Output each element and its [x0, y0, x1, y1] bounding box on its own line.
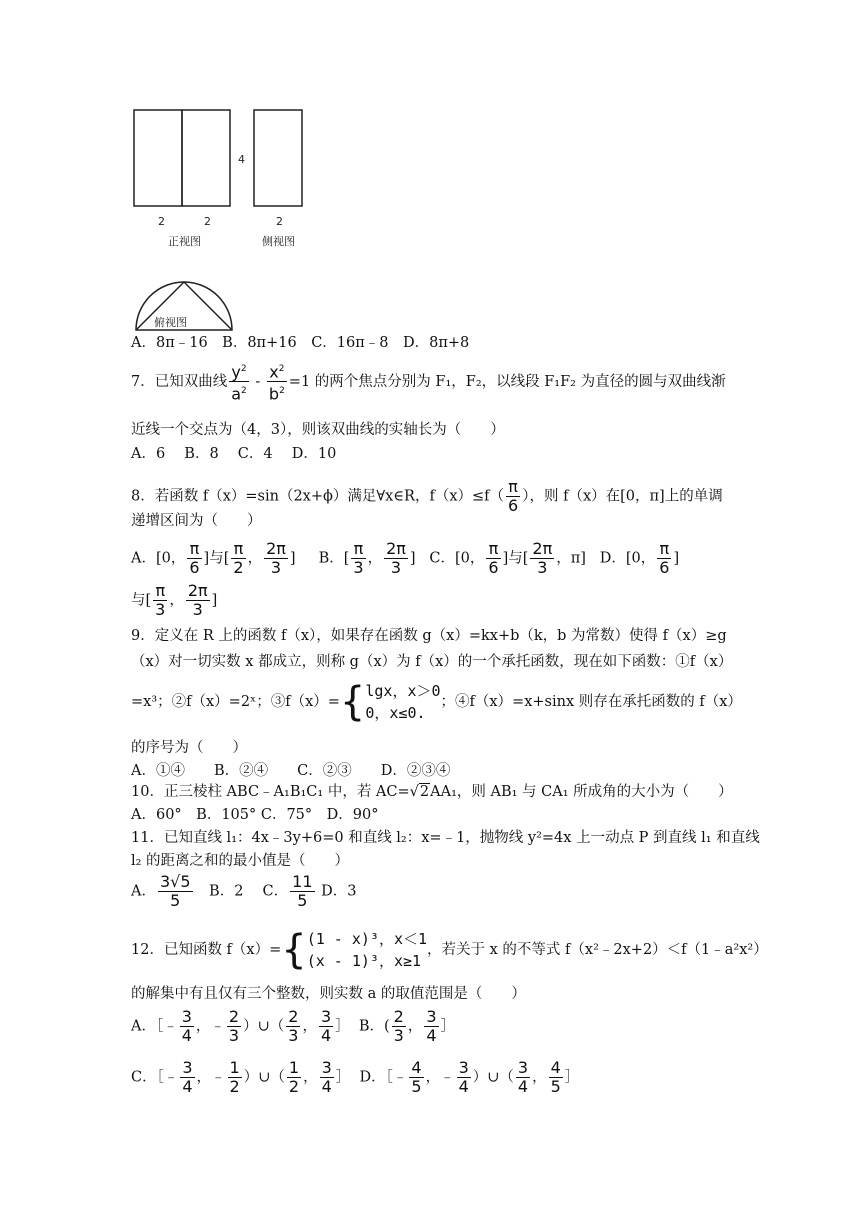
- q9-line4: 的序号为（ ）: [131, 740, 247, 756]
- q12-options-cd: C．［﹣ $\frac{3}{4}$ ，﹣ $\frac{1}{2}$ ）∪（ $\frac{1}{2}$ ， $\frac{3}{4}$ ］ D．［﹣ $\frac{4}{5}$ ，﹣ $\frac{3}{4}$ ）∪（ $\frac{3}{4}$ ， $\frac{4}{5}$ ］: [131, 1058, 580, 1096]
- dim-front-left-label: 2: [158, 215, 165, 228]
- side-view-rect: [254, 110, 302, 206]
- side-view-label: 侧视图: [262, 235, 295, 248]
- front-view-left-rect: [134, 110, 182, 206]
- q9-piecewise: lgx，x＞0 0，x≤0.: [365, 682, 441, 722]
- q8-options-cont: 与[ $\frac{\pi}{3}$ ， $\frac{2\pi}{3}$ ]: [131, 581, 218, 619]
- dim-side-label: 2: [276, 215, 283, 228]
- q7-suffix: =1 的两个焦点分别为 F₁，F₂，以线段 F₁F₂ 为直径的圆与双曲线渐: [288, 373, 726, 390]
- q11-line2: l₂ 的距离之和的最小值是（ ）: [131, 853, 350, 869]
- q11-options: A． $\frac{3√5}{5}$ B．2 C． $\frac{11}{5}$ D．3: [131, 872, 357, 910]
- dim-height-label: 4: [238, 153, 245, 166]
- top-view-label: 俯视图: [154, 316, 187, 329]
- q12-brace: {: [281, 927, 307, 973]
- q7-line1: 7．已知双曲线 $\frac{y^2}{a^2}$ - $\frac{x^2}{b^2}$ =1 的两个焦点分别为 F₁，F₂，以线段 F₁F₂ 为直径的圆与双曲线渐: [131, 360, 726, 404]
- front-view-right-rect: [182, 110, 230, 206]
- q7-frac-x2b2: $\frac{x^2}{b^2}$: [268, 362, 285, 404]
- q9-options: A．①④ B．②④ C．②③ D．②③④: [131, 763, 451, 779]
- q8-options: A．[0， $\frac{\pi}{6}$ ]与[ $\frac{\pi}{2}$ ， $\frac{2\pi}{3}$ ] B．[ $\frac{\pi}{3}$ ， $\frac{2\pi}{3}$ ] C．[0， $\frac{\pi}{6}$ ]与[ $\frac{2\pi}{3}$ ，π] D．[0， $\frac{\pi}{6}$ ]: [131, 539, 680, 577]
- q12-line1: 12．已知函数 f（x）={ (1 - x)³，x＜1 (x - 1)³，x≥1 ，若关于 x 的不等式 f（x²﹣2x+2）＜f（1﹣a²x²）: [131, 927, 768, 973]
- q7-line2: 近线一个交点为（4，3），则该双曲线的实轴长为（ ）: [131, 422, 505, 438]
- q7-prefix: 7．已知双曲线: [131, 373, 228, 390]
- front-view-label: 正视图: [168, 235, 201, 248]
- q8-line2: 递增区间为（ ）: [131, 513, 262, 529]
- q6-options: A．8π﹣16 B．8π+16 C．16π﹣8 D．8π+8: [131, 335, 470, 351]
- q12-line2: 的解集中有且仅有三个整数，则实数 a 的取值范围是（ ）: [131, 986, 526, 1002]
- q11-line1: 11．已知直线 l₁：4x﹣3y+6=0 和直线 l₂：x=﹣1，抛物线 y²=4x 上一动点 P 到直线 l₁ 和直线: [131, 830, 760, 846]
- q8-frac-pi6: $\frac{\pi}{6}$: [508, 477, 519, 515]
- sqrt-2: √2: [409, 784, 430, 800]
- q9-line3: =x³；②f（x）=2ˣ；③f（x）={ lgx，x＞0 0，x≤0. ；④f（x）=x+sinx 则存在承托函数的 f（x）: [131, 679, 742, 725]
- dim-front-right-label: 2: [204, 215, 211, 228]
- q12-options-ab: A．［﹣ $\frac{3}{4}$ ，﹣ $\frac{2}{3}$ ）∪（ $\frac{2}{3}$ ， $\frac{3}{4}$ ］ B．( $\frac{2}{3}$ ， $\frac{3}{4}$ ］: [131, 1007, 456, 1045]
- three-view-figure: [128, 104, 318, 336]
- q9-line2: （x）对一切实数 x 都成立，则称 g（x）为 f（x）的一个承托函数，现在如下函数：①f（x）: [131, 654, 733, 670]
- q12-piecewise: (1 - x)³，x＜1 (x - 1)³，x≥1: [306, 930, 428, 970]
- q7-frac-y2a2: $\frac{y^2}{a^2}$: [231, 362, 247, 404]
- q7-options: A．6 B．8 C．4 D．10: [131, 446, 337, 462]
- q10-options: A．60° B．105° C．75° D．90°: [131, 807, 379, 823]
- q10-line1: 10．正三棱柱 ABC﹣A₁B₁C₁ 中，若 AC=√2AA₁，则 AB₁ 与 CA₁ 所成角的大小为（ ）: [131, 784, 733, 800]
- q9-brace: {: [339, 679, 366, 725]
- q8-line1: 8．若函数 f（x）=sin（2x+ϕ）满足∀x∈R，f（x）≤f（ $\frac{\pi}{6}$ ），则 f（x）在[0，π]上的单调: [131, 477, 723, 515]
- q9-line1: 9．定义在 R 上的函数 f（x），如果存在函数 g（x）=kx+b（k，b 为常数）使得 f（x）≥g: [131, 628, 727, 644]
